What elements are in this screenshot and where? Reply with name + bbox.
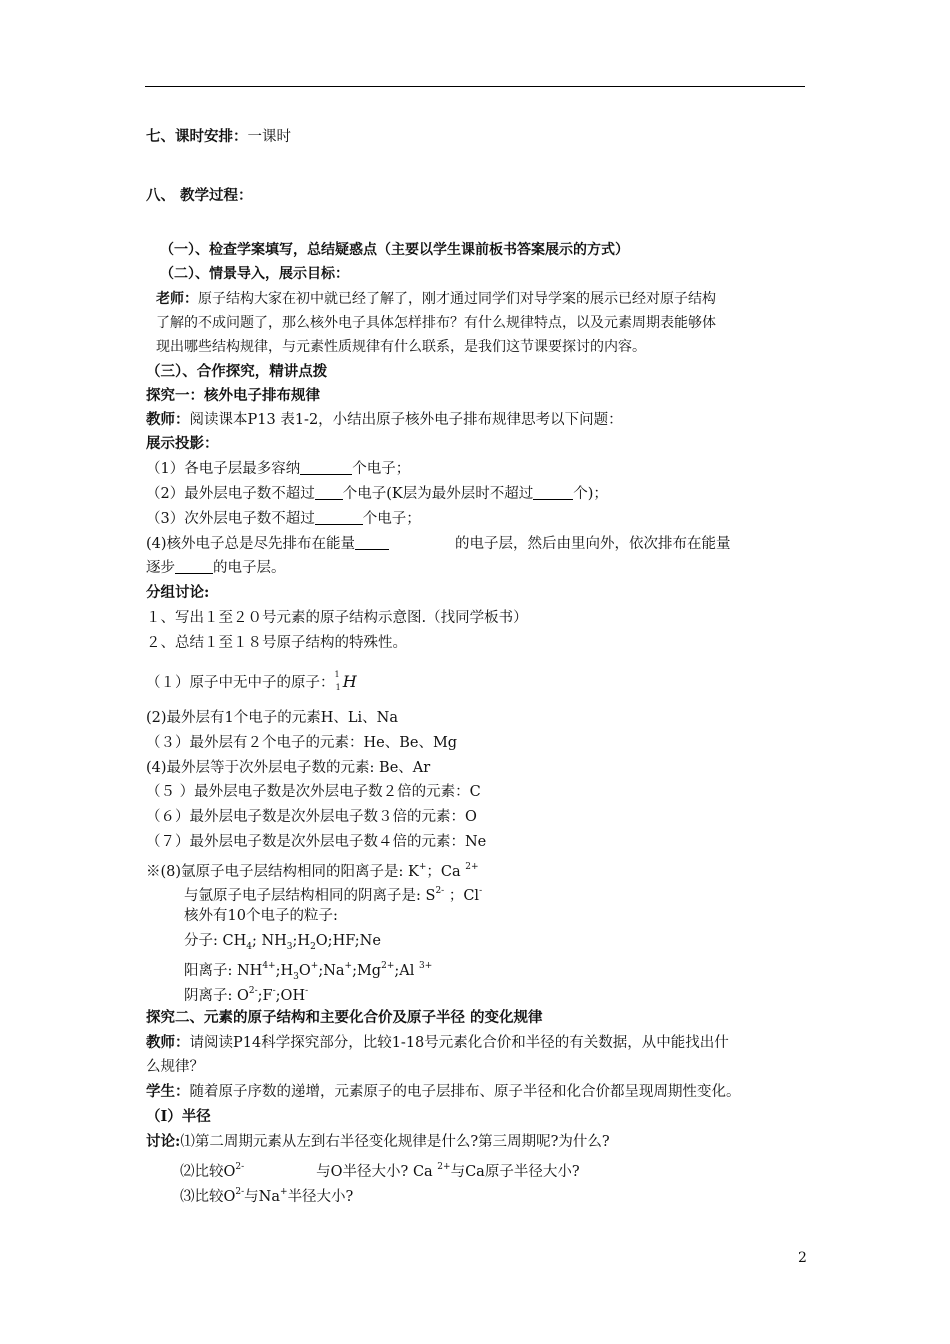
q1-text: （1）各电子层最多容纳: [146, 461, 301, 477]
charge: 2+: [381, 961, 395, 971]
q2-text-end: 个)；: [573, 486, 608, 502]
question-1: [146, 459, 410, 479]
blank: [300, 460, 352, 475]
special-6: （６）最外层电子数是次外层电子数３倍的元素：O: [146, 809, 477, 825]
blank: [175, 559, 213, 574]
s9-text: 与氩原子电子层结构相同的阴离子是: S: [184, 888, 436, 904]
iso-symbol: H: [342, 672, 357, 691]
step-2: （二）、情景导入，展示目标：: [160, 266, 349, 282]
s8-text: ※(8)氩原子电子层结构相同的阳离子是: K: [146, 864, 419, 880]
charge: 3+: [418, 961, 433, 971]
cation-text: 阳离子: NH: [184, 963, 263, 979]
explore-2-student: [146, 1082, 741, 1102]
blank: [355, 535, 389, 550]
charge: +: [310, 961, 319, 971]
q3-text: （3）次外层电子数不超过: [146, 511, 315, 527]
explore-1-teacher: [146, 410, 623, 430]
teacher-label: 教师：: [146, 1034, 190, 1051]
question-3: [146, 509, 421, 529]
group-item-1: １、写出１至２０号元素的原子结构示意图.（找同学板书）: [146, 610, 528, 626]
charge: -: [272, 986, 276, 996]
group-item-2: ２、总结１至１８号原子结构的特殊性。: [146, 635, 407, 651]
question-4-cont: [146, 558, 286, 578]
q2-text: （2）最外层电子数不超过: [146, 486, 315, 502]
intro-text-1: 原子结构大家在初中就已经了解了，刚才通过同学们对导学案的展示已经对原子结构: [198, 291, 716, 307]
special-9: [184, 881, 482, 906]
d2-text-end: 与Ca原子半径大小?: [450, 1164, 580, 1180]
teacher-label: 教师：: [146, 411, 190, 428]
page-number: 2: [798, 1250, 807, 1266]
s9-mid: ；Cl: [444, 888, 480, 904]
teacher-text: 请阅读P14科学探究部分，比较1-18号元素化合价和半径的有关数据，从中能找出什: [189, 1035, 729, 1051]
q2-text-mid: 个电子(K层为最外层时不超过: [342, 486, 534, 502]
charge: 2+: [465, 862, 479, 872]
charge: 2-: [235, 1187, 245, 1197]
d3-text: ⑶比较O: [180, 1189, 236, 1205]
explore-2-teacher-cont: 么规律？: [146, 1059, 204, 1075]
special-1-text: （１）原子中无中子的原子：: [146, 675, 335, 691]
charge: +: [344, 961, 353, 971]
blank: [315, 485, 343, 500]
special-3: （３）最外层有２个电子的元素：He、Be、Mg: [146, 735, 458, 751]
subscript: 3: [293, 971, 299, 982]
mol-text-end: O;HF;Ne: [315, 933, 381, 949]
q4-text-mid: 的电子层，然后由里向外，依次排布在能量: [455, 536, 731, 552]
cation-text-2: ;H: [275, 963, 294, 979]
iso-number: 1: [335, 683, 341, 692]
cation-text-5: ;Mg: [352, 963, 382, 979]
show-label: 展示投影：: [146, 435, 219, 452]
subscript: 2: [310, 941, 316, 952]
discussion-2: [180, 1157, 580, 1182]
special-7: （７）最外层电子数是次外层电子数４倍的元素：Ne: [146, 834, 487, 850]
mol-text: 分子: CH: [184, 933, 247, 949]
q1-text-end: 个电子；: [352, 461, 411, 477]
special-5: （５ ）最外层电子数是次外层电子数２倍的元素：C: [146, 784, 481, 800]
intro-line-1: [156, 289, 716, 309]
question-2: [146, 484, 608, 504]
explore-2-title: 探究二、元素的原子结构和主要化合价及原子半径 的变化规律: [146, 1009, 543, 1026]
section-7-heading: 七、课时安排：: [146, 128, 248, 145]
charge: +: [418, 862, 427, 872]
speaker-label: 老师：: [156, 291, 198, 307]
q3-text-end: 个电子；: [362, 511, 421, 527]
anion-text: 阴离子: O: [184, 988, 249, 1004]
anions-line: [184, 981, 308, 1006]
teacher-text: 阅读课本P13 表1-2，小结出原子核外电子排布规律思考以下问题：: [189, 412, 623, 428]
student-label: 学生：: [146, 1083, 190, 1100]
q4-text-end: 的电子层。: [213, 560, 286, 576]
blank: [533, 485, 573, 500]
special-1: [146, 665, 357, 698]
iso-mass: 1: [334, 670, 340, 679]
charge: 2-: [248, 986, 258, 996]
molecules-line: [184, 931, 381, 957]
charge: 2-: [435, 886, 445, 896]
anion-text-3: ;OH: [275, 988, 306, 1004]
special-2: (2)最外层有1个电子的元素H、Li、Na: [146, 710, 399, 726]
cation-text-3: O: [298, 963, 311, 979]
group-discussion-label: 分组讨论:: [146, 584, 210, 601]
section-7-text: 一课时: [247, 129, 291, 145]
cation-text-6: ;Al: [394, 963, 419, 979]
discussion-1: [146, 1132, 610, 1152]
section-8-heading: 八、 教学过程：: [146, 187, 253, 204]
mol-text-3: ;H: [292, 933, 311, 949]
mol-text-2: ; NH: [251, 933, 287, 949]
charge: -: [305, 986, 309, 996]
d3-text-end: 半径大小?: [287, 1189, 354, 1205]
blank: [315, 510, 363, 525]
step-3: （三）、合作探究，精讲点拨: [146, 363, 328, 380]
discussion-label: 讨论:: [146, 1133, 181, 1150]
discussion-3: [180, 1182, 353, 1207]
d2-text-mid: 与O半径大小? Ca: [316, 1164, 438, 1180]
s8-mid: ；Ca: [426, 864, 466, 880]
q4-text-cont: 逐步: [146, 560, 175, 576]
cation-text-4: ;Na: [318, 963, 345, 979]
step-1: （一）、检查学案填写，总结疑惑点（主要以学生课前板书答案展示的方式）: [160, 242, 629, 258]
special-8: [146, 857, 479, 882]
charge: 2-: [235, 1162, 245, 1172]
charge: +: [280, 1187, 288, 1197]
subscript: 4: [246, 941, 252, 952]
d2-text: ⑵比较O: [180, 1164, 236, 1180]
radius-heading: （Ⅰ）半径: [146, 1108, 211, 1125]
charge: 2+: [437, 1162, 451, 1172]
hydrogen-isotope: [335, 672, 357, 691]
anion-text-2: ;F: [257, 988, 273, 1004]
charge: -: [479, 886, 483, 896]
explore-2-teacher: [146, 1033, 729, 1053]
student-text: 随着原子序数的递增，元素原子的电子层排布、原子半径和化合价都呈现周期性变化。: [189, 1084, 741, 1100]
section-7: [146, 127, 291, 147]
question-4: [146, 534, 731, 554]
intro-line-2: 了解的不成问题了，那么核外电子具体怎样排布？有什么规律特点，以及元素周期表能够体: [156, 315, 716, 331]
intro-line-3: 现出哪些结构规律，与元素性质规律有什么联系，是我们这节课要探讨的内容。: [156, 339, 646, 355]
special-4: (4)最外层等于次外层电子数的元素: Be、Ar: [146, 760, 431, 776]
header-rule: [145, 86, 805, 87]
q4-text: (4)核外电子总是尽先排布在能量: [146, 536, 356, 552]
explore-1-title: 探究一：核外电子排布规律: [146, 387, 320, 404]
discussion-text: ⑴第二周期元素从左到右半径变化规律是什么?第三周期呢?为什么?: [180, 1134, 610, 1150]
charge: 4+: [262, 961, 276, 971]
d3-text-mid: 与Na: [244, 1189, 281, 1205]
subscript: 3: [286, 941, 293, 952]
special-10: 核外有10个电子的粒子:: [184, 908, 338, 924]
